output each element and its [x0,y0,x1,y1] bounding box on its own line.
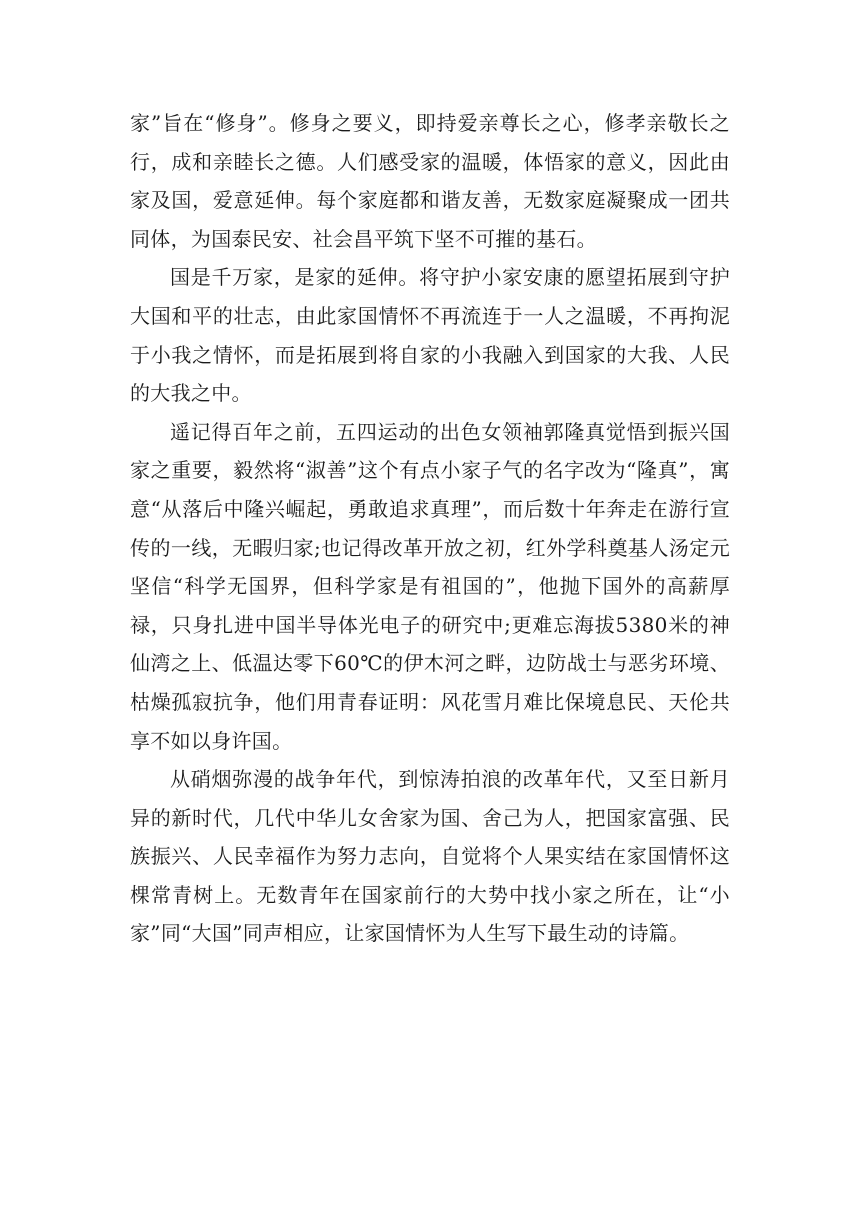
paragraph-2: 国是千万家，是家的延伸。将守护小家安康的愿望拓展到守护大国和平的壮志，由此家国情怀不再流连于一人之温暖，不再拘泥于小我之情怀，而是拓展到将自家的小我融入到国家的大我、人民的大我之中。 [130,265,730,406]
paragraph-3: 遥记得百年之前，五四运动的出色女领袖郭隆真觉悟到振兴国家之重要，毅然将“淑善”这个有点小家子气的名字改为“隆真”，寓意“从落后中隆兴崛起，勇敢追求真理”，而后数十年奔走在游行宣传的一线，无暇归家;也记得改革开放之初，红外学科奠基人汤定元坚信“科学无国界，但科学家是有祖国的”，他抛下国外的高薪厚禄，只身扎进中国半导体光电子的研究中;更难忘海拔5380米的神仙湾之上、低温达零下60℃的伊木河之畔，边防战士与恶劣环境、枯燥孤寂抗争，他们用青春证明：风花雪月难比保境息民、天伦共享不如以身许国。 [130,419,730,753]
document-page [130,104,730,953]
paragraph-4: 从硝烟弥漫的战争年代，到惊涛拍浪的改革年代，又至日新月异的新时代，几代中华儿女舍家为国、舍己为人，把国家富强、民族振兴、人民幸福作为努力志向，自觉将个人果实结在家国情怀这棵常青树上。无数青年在国家前行的大势中找小家之所在，让“小家”同“大国”同声相应，让家国情怀为人生写下最生动的诗篇。 [130,767,730,946]
paragraph-1: 家”旨在“修身”。修身之要义，即持爱亲尊长之心，修孝亲敬长之行，成和亲睦长之德。人们感受家的温暖，体悟家的意义，因此由家及国，爱意延伸。每个家庭都和谐友善，无数家庭凝聚成一团共同体，为国泰民安、社会昌平筑下坚不可摧的基石。 [130,111,730,251]
